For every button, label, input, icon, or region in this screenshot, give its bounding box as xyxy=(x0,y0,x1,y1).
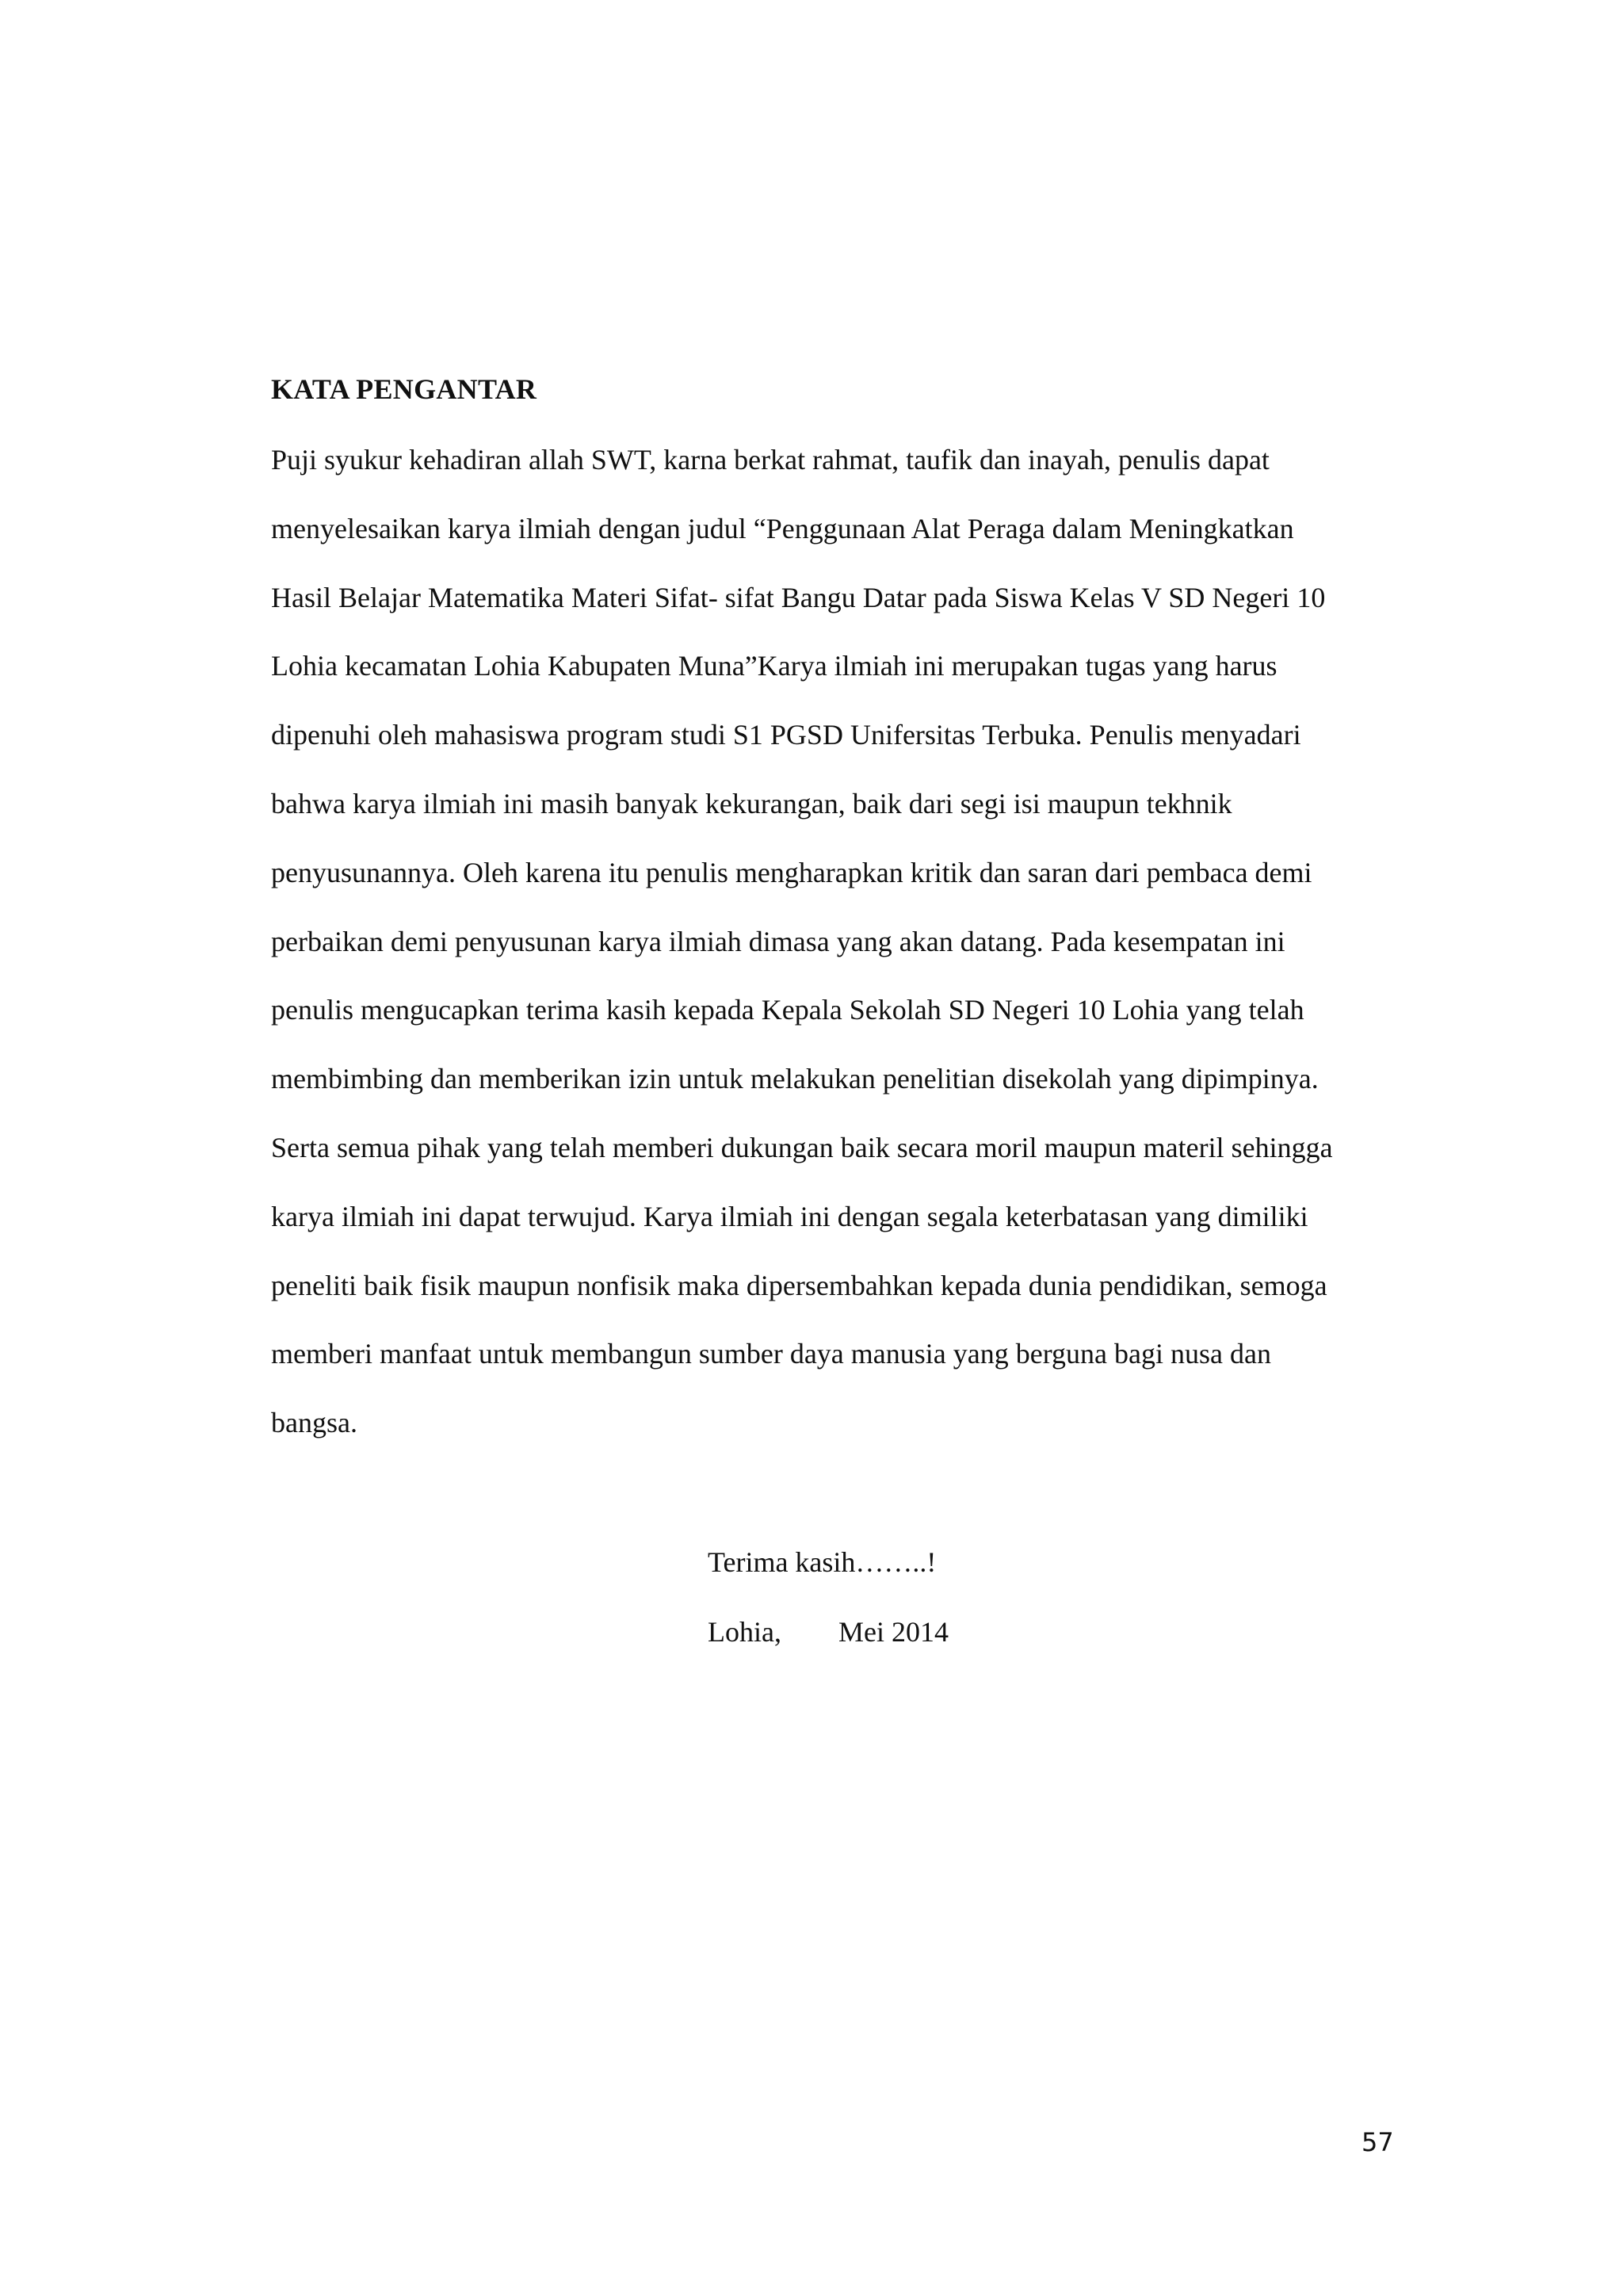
page-title: KATA PENGANTAR xyxy=(271,373,537,405)
body-line: Puji syukur kehadiran allah SWT, karna berkat rahmat, taufik dan inayah, penulis dapat xyxy=(271,444,1270,476)
body-line: karya ilmiah ini dapat terwujud. Karya ilmiah ini dengan segala keterbatasan yang dimiliki xyxy=(271,1200,1308,1232)
body-line: penyusunannya. Oleh karena itu penulis mengharapkan kritik dan saran dari pembaca demi xyxy=(271,856,1312,888)
body-line: menyelesaikan karya ilmiah dengan judul “Penggunaan Alat Peraga dalam Meningkatkan xyxy=(271,512,1294,544)
page-number: 57 xyxy=(1361,2127,1394,2157)
body-line: Lohia kecamatan Lohia Kabupaten Muna”Karya ilmiah ini merupakan tugas yang harus xyxy=(271,650,1277,682)
body-line: Serta semua pihak yang telah memberi dukungan baik secara moril maupun materil sehingga xyxy=(271,1131,1333,1163)
body-line: Hasil Belajar Matematika Materi Sifat- sifat Bangu Datar pada Siswa Kelas V SD Negeri 10 xyxy=(271,581,1326,613)
body-line: dipenuhi oleh mahasiswa program studi S1 PGSD Unifersitas Terbuka. Penulis menyadari xyxy=(271,719,1301,751)
body-line: memberi manfaat untuk membangun sumber daya manusia yang berguna bagi nusa dan xyxy=(271,1338,1271,1370)
closing-place-date: Lohia, Mei 2014 xyxy=(708,1616,949,1648)
body-paragraph xyxy=(271,436,1333,1468)
body-line: peneliti baik fisik maupun nonfisik maka dipersembahkan kepada dunia pendidikan, semoga xyxy=(271,1269,1327,1301)
body-line: membimbing dan memberikan izin untuk melakukan penelitian disekolah yang dipimpinya. xyxy=(271,1063,1319,1095)
body-line: bahwa karya ilmiah ini masih banyak kekurangan, baik dari segi isi maupun tekhnik xyxy=(271,787,1232,819)
body-line: bangsa. xyxy=(271,1407,357,1439)
body-line: penulis mengucapkan terima kasih kepada Kepala Sekolah SD Negeri 10 Lohia yang telah xyxy=(271,994,1304,1026)
body-line: perbaikan demi penyusunan karya ilmiah dimasa yang akan datang. Pada kesempatan ini xyxy=(271,925,1285,957)
closing-thanks: Terima kasih……..! xyxy=(708,1546,937,1578)
